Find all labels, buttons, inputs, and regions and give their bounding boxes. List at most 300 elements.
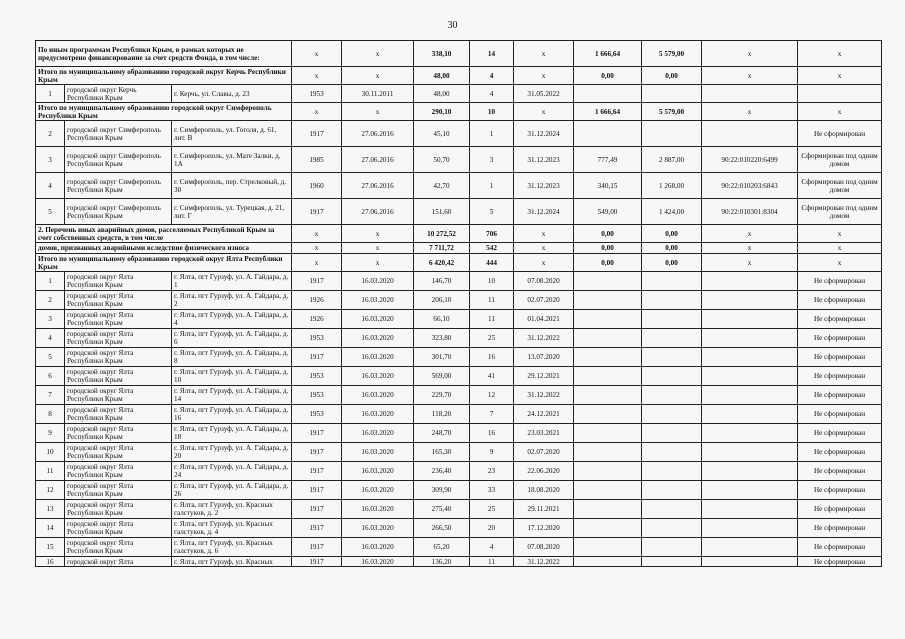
cell-municipality: городской округ Ялта Республики Крым [65, 291, 172, 310]
cell-people: 10 [470, 103, 514, 121]
cell-municipality: городской округ Ялта [65, 557, 172, 567]
cell-land-area [574, 85, 642, 103]
cell-land-cost [642, 538, 702, 557]
cell-land-area: 0,00 [574, 225, 642, 243]
cell-cadastral: x [702, 254, 798, 272]
cell-cadastral: 90:22:010301:8304 [702, 199, 798, 225]
cell-deadline: 31.12.2024 [514, 199, 574, 225]
cell-status: Не сформирован [798, 500, 882, 519]
cell-people: 25 [470, 500, 514, 519]
cell-land-cost [642, 481, 702, 500]
cell-number: 10 [36, 443, 65, 462]
cell-deadline: x [514, 67, 574, 85]
cell-status: Сформирован под одним домом [798, 147, 882, 173]
cell-cadastral [702, 481, 798, 500]
cell-year: x [292, 41, 342, 67]
cell-address: г. Ялта, пгт Гурзуф, ул. Красных [172, 557, 292, 567]
table-row [36, 199, 882, 225]
cell-cadastral: x [702, 67, 798, 85]
cell-people: 14 [470, 41, 514, 67]
table-row [36, 481, 882, 500]
cell-year: 1926 [292, 310, 342, 329]
cell-status: Не сформирован [798, 557, 882, 567]
cell-people: 542 [470, 243, 514, 254]
cell-municipality: городской округ Ялта Республики Крым [65, 405, 172, 424]
cell-address: г. Симферополь, ул. Гоголя, д. 61, лит. В [172, 121, 292, 147]
cell-address: г. Симферополь, ул. Мате Залки, д. 1А [172, 147, 292, 173]
cell-municipality: городской округ Ялта Республики Крым [65, 367, 172, 386]
cell-deadline: 24.12.2021 [514, 405, 574, 424]
cell-land-cost: 1 424,00 [642, 199, 702, 225]
cell-number: 3 [36, 310, 65, 329]
cell-land-area [574, 329, 642, 348]
table-row [36, 557, 882, 567]
cell-people: 11 [470, 557, 514, 567]
cell-municipality: городской округ Ялта Республики Крым [65, 500, 172, 519]
cell-deadline: 01.04.2021 [514, 310, 574, 329]
cell-area: 42,70 [414, 173, 470, 199]
cell-cadastral [702, 348, 798, 367]
cell-land-area [574, 500, 642, 519]
table-row [36, 310, 882, 329]
cell-year: x [292, 243, 342, 254]
cell-date: 27.06.2016 [342, 147, 414, 173]
table-row [36, 85, 882, 103]
cell-address: г. Ялта, пгт Гурзуф, ул. А. Гайдара, д. 1 [172, 272, 292, 291]
cell-address: г. Ялта, пгт Гурзуф, ул. А. Гайдара, д. 20 [172, 443, 292, 462]
cell-number: 11 [36, 462, 65, 481]
cell-land-area: 0,00 [574, 254, 642, 272]
cell-year: 1917 [292, 443, 342, 462]
cell-land-area: 1 666,64 [574, 41, 642, 67]
cell-number: 6 [36, 367, 65, 386]
cell-deadline: 13.07.2020 [514, 348, 574, 367]
cell-area: 151,60 [414, 199, 470, 225]
cell-year: x [292, 225, 342, 243]
cell-area: 7 711,72 [414, 243, 470, 254]
cell-people: 706 [470, 225, 514, 243]
cell-land-cost [642, 121, 702, 147]
cell-land-area [574, 121, 642, 147]
cell-year: 1953 [292, 85, 342, 103]
table-row [36, 291, 882, 310]
cell-number: 2 [36, 121, 65, 147]
cell-address: г. Симферополь, ул. Турецкая, д. 21, лит. Г [172, 199, 292, 225]
cell-year: x [292, 103, 342, 121]
table-row [36, 243, 882, 254]
cell-cadastral: x [702, 41, 798, 67]
cell-cadastral [702, 462, 798, 481]
cell-municipality: городской округ Ялта Республики Крым [65, 424, 172, 443]
cell-status: x [798, 225, 882, 243]
cell-municipality: городской округ Ялта Республики Крым [65, 538, 172, 557]
cell-deadline: 18.08.2020 [514, 481, 574, 500]
cell-address: г. Ялта, пгт Гурзуф, ул. А. Гайдара, д. 10 [172, 367, 292, 386]
cell-date: x [342, 41, 414, 67]
cell-number: 1 [36, 85, 65, 103]
cell-status: Не сформирован [798, 481, 882, 500]
cell-land-area [574, 424, 642, 443]
cell-year: 1917 [292, 538, 342, 557]
cell-year: 1985 [292, 147, 342, 173]
cell-status: Сформирован под одним домом [798, 173, 882, 199]
cell-status: Сформирован под одним домом [798, 199, 882, 225]
cell-area: 66,10 [414, 310, 470, 329]
cell-area: 301,70 [414, 348, 470, 367]
cell-deadline: 31.12.2023 [514, 173, 574, 199]
cell-date: 16.03.2020 [342, 443, 414, 462]
cell-deadline: x [514, 41, 574, 67]
cell-land-area [574, 367, 642, 386]
cell-status: x [798, 67, 882, 85]
cell-year: 1917 [292, 557, 342, 567]
cell-deadline: 31.05.2022 [514, 85, 574, 103]
cell-land-area [574, 462, 642, 481]
cell-address: г. Ялта, пгт Гурзуф, ул. А. Гайдара, д. 24 [172, 462, 292, 481]
cell-area: 48,00 [414, 67, 470, 85]
cell-year: 1960 [292, 173, 342, 199]
cell-cadastral: x [702, 103, 798, 121]
cell-date: 16.03.2020 [342, 272, 414, 291]
group-title: Итого по муниципальному образованию городской округ Керчь Республики Крым [36, 67, 292, 85]
cell-area: 165,30 [414, 443, 470, 462]
cell-land-area [574, 443, 642, 462]
cell-land-area [574, 519, 642, 538]
cell-land-cost: 0,00 [642, 243, 702, 254]
cell-number: 7 [36, 386, 65, 405]
cell-deadline: x [514, 243, 574, 254]
cell-land-cost: 0,00 [642, 225, 702, 243]
cell-date: 16.03.2020 [342, 291, 414, 310]
cell-people: 1 [470, 173, 514, 199]
cell-number: 2 [36, 291, 65, 310]
cell-address: г. Ялта, пгт Гурзуф, ул. А. Гайдара, д. 8 [172, 348, 292, 367]
table-row [36, 225, 882, 243]
cell-number: 8 [36, 405, 65, 424]
cell-people: 10 [470, 272, 514, 291]
cell-land-cost: 0,00 [642, 254, 702, 272]
cell-area: 6 420,42 [414, 254, 470, 272]
cell-municipality: городской округ Ялта Республики Крым [65, 481, 172, 500]
cell-cadastral [702, 405, 798, 424]
cell-year: 1917 [292, 481, 342, 500]
cell-municipality: городской округ Керчь Республики Крым [65, 85, 172, 103]
cell-land-area [574, 272, 642, 291]
cell-deadline: x [514, 254, 574, 272]
table-row [36, 103, 882, 121]
cell-year: 1917 [292, 272, 342, 291]
cell-address: г. Ялта, пгт Гурзуф, ул. А. Гайдара, д. 26 [172, 481, 292, 500]
page-number: 30 [447, 20, 458, 31]
cell-land-area: 1 666,64 [574, 103, 642, 121]
cell-land-cost: 5 579,00 [642, 103, 702, 121]
cell-date: 27.06.2016 [342, 121, 414, 147]
cell-date: x [342, 225, 414, 243]
cell-year: 1953 [292, 367, 342, 386]
cell-status: Не сформирован [798, 367, 882, 386]
cell-land-cost [642, 557, 702, 567]
cell-land-cost: 5 579,00 [642, 41, 702, 67]
cell-cadastral [702, 519, 798, 538]
cell-date: 16.03.2020 [342, 538, 414, 557]
group-title: По иным программам Республики Крым, в рамках которых не предусмотрено финансирование за счет средств Фонда, в том числе: [36, 41, 292, 67]
cell-municipality: городской округ Ялта Республики Крым [65, 519, 172, 538]
cell-area: 146,70 [414, 272, 470, 291]
cell-area: 50,70 [414, 147, 470, 173]
cell-land-area [574, 405, 642, 424]
cell-people: 9 [470, 443, 514, 462]
cell-deadline: 22.06.2020 [514, 462, 574, 481]
cell-number: 14 [36, 519, 65, 538]
cell-year: 1917 [292, 462, 342, 481]
cell-land-area: 777,49 [574, 147, 642, 173]
cell-date: 16.03.2020 [342, 329, 414, 348]
cell-land-cost [642, 272, 702, 291]
cell-year: 1953 [292, 386, 342, 405]
cell-address: г. Симферополь, пер. Стрелковый, д. 30 [172, 173, 292, 199]
cell-address: г. Ялта, пгт Гурзуф, ул. А. Гайдара, д. 6 [172, 329, 292, 348]
cell-cadastral [702, 500, 798, 519]
cell-status: Не сформирован [798, 329, 882, 348]
cell-number: 13 [36, 500, 65, 519]
cell-status: x [798, 103, 882, 121]
cell-land-cost [642, 462, 702, 481]
cell-cadastral [702, 424, 798, 443]
cell-land-cost [642, 443, 702, 462]
cell-date: 16.03.2020 [342, 310, 414, 329]
cell-cadastral [702, 310, 798, 329]
cell-deadline: 29.11.2021 [514, 500, 574, 519]
cell-people: 11 [470, 291, 514, 310]
cell-deadline: 02.07.2020 [514, 443, 574, 462]
cell-status: Не сформирован [798, 121, 882, 147]
cell-status: Не сформирован [798, 462, 882, 481]
cell-deadline: 07.08.2020 [514, 272, 574, 291]
cell-address: г. Ялта, пгт Гурзуф, ул. Красных галстуков, д. 2 [172, 500, 292, 519]
cell-number: 3 [36, 147, 65, 173]
table-row [36, 424, 882, 443]
cell-status: x [798, 243, 882, 254]
cell-area: 229,70 [414, 386, 470, 405]
cell-date: 16.03.2020 [342, 386, 414, 405]
cell-deadline: 31.12.2023 [514, 147, 574, 173]
cell-land-area [574, 557, 642, 567]
cell-status: Не сформирован [798, 348, 882, 367]
cell-land-cost: 1 268,00 [642, 173, 702, 199]
cell-people: 11 [470, 310, 514, 329]
cell-cadastral [702, 557, 798, 567]
cell-date: 16.03.2020 [342, 405, 414, 424]
cell-land-area: 549,00 [574, 199, 642, 225]
cell-date: 16.03.2020 [342, 367, 414, 386]
cell-land-cost [642, 367, 702, 386]
group-title: Итого по муниципальному образованию городской округ Ялта Республики Крым [36, 254, 292, 272]
cell-cadastral: 90:22:010220:6499 [702, 147, 798, 173]
cell-people: 12 [470, 386, 514, 405]
cell-cadastral: x [702, 243, 798, 254]
cell-status: Не сформирован [798, 443, 882, 462]
cell-cadastral [702, 291, 798, 310]
cell-land-cost [642, 500, 702, 519]
cell-date: x [342, 254, 414, 272]
cell-year: 1917 [292, 199, 342, 225]
cell-people: 16 [470, 424, 514, 443]
cell-status: Не сформирован [798, 386, 882, 405]
cell-cadastral: 90:22:010203:6843 [702, 173, 798, 199]
cell-year: 1917 [292, 519, 342, 538]
cell-address: г. Ялта, пгт Гурзуф, ул. А. Гайдара, д. 18 [172, 424, 292, 443]
cell-cadastral [702, 272, 798, 291]
cell-municipality: городской округ Симферополь Республики Крым [65, 173, 172, 199]
cell-people: 3 [470, 147, 514, 173]
cell-status: Не сформирован [798, 424, 882, 443]
cell-area: 136,20 [414, 557, 470, 567]
cell-address: г. Ялта, пгт Гурзуф, ул. Красных галстуков, д. 6 [172, 538, 292, 557]
cell-date: 30.11.2011 [342, 85, 414, 103]
cell-area: 65,20 [414, 538, 470, 557]
table-row [36, 405, 882, 424]
table-row [36, 121, 882, 147]
cell-municipality: городской округ Ялта Республики Крым [65, 348, 172, 367]
cell-land-area [574, 310, 642, 329]
cell-deadline: 31.12.2024 [514, 121, 574, 147]
cell-area: 569,00 [414, 367, 470, 386]
cell-status: Не сформирован [798, 272, 882, 291]
cell-area: 275,40 [414, 500, 470, 519]
cell-people: 25 [470, 329, 514, 348]
cell-land-cost [642, 310, 702, 329]
cell-date: 16.03.2020 [342, 481, 414, 500]
cell-status: x [798, 254, 882, 272]
table-row [36, 367, 882, 386]
cell-land-area [574, 481, 642, 500]
cell-deadline: 31.12.2022 [514, 557, 574, 567]
cell-cadastral [702, 121, 798, 147]
cell-area: 248,70 [414, 424, 470, 443]
cell-area: 290,10 [414, 103, 470, 121]
cell-land-area [574, 386, 642, 405]
cell-deadline: 31.12.2022 [514, 329, 574, 348]
cell-address: г. Ялта, пгт Гурзуф, ул. Красных галстуков, д. 4 [172, 519, 292, 538]
cell-cadastral: x [702, 225, 798, 243]
cell-year: 1917 [292, 424, 342, 443]
cell-land-area [574, 291, 642, 310]
cell-address: г. Ялта, пгт Гурзуф, ул. А. Гайдара, д. 14 [172, 386, 292, 405]
cell-municipality: городской округ Симферополь Республики Крым [65, 147, 172, 173]
cell-municipality: городской округ Симферополь Республики Крым [65, 199, 172, 225]
cell-deadline: 07.08.2020 [514, 538, 574, 557]
cell-deadline: 17.12.2020 [514, 519, 574, 538]
cell-number: 12 [36, 481, 65, 500]
table-row [36, 67, 882, 85]
cell-deadline: 02.07.2020 [514, 291, 574, 310]
cell-cadastral [702, 538, 798, 557]
cell-land-cost [642, 329, 702, 348]
table-row [36, 500, 882, 519]
cell-people: 16 [470, 348, 514, 367]
cell-year: 1953 [292, 405, 342, 424]
cell-area: 118,20 [414, 405, 470, 424]
cell-municipality: городской округ Ялта Республики Крым [65, 329, 172, 348]
cell-people: 4 [470, 85, 514, 103]
group-title: 2. Перечень иных аварийных домов, расселяемых Республикой Крым за счет собственных средств, в том числе [36, 225, 292, 243]
cell-municipality: городской округ Ялта Республики Крым [65, 443, 172, 462]
cell-number: 4 [36, 329, 65, 348]
cell-cadastral [702, 329, 798, 348]
cell-land-cost: 2 887,00 [642, 147, 702, 173]
cell-land-area [574, 538, 642, 557]
cell-people: 4 [470, 538, 514, 557]
cell-people: 1 [470, 121, 514, 147]
cell-municipality: городской округ Ялта Республики Крым [65, 310, 172, 329]
group-title: Итого по муниципальному образованию городской округ Симферополь Республики Крым [36, 103, 292, 121]
cell-year: 1953 [292, 329, 342, 348]
table-row [36, 41, 882, 67]
table-row [36, 386, 882, 405]
cell-status: x [798, 41, 882, 67]
cell-area: 236,40 [414, 462, 470, 481]
cell-address: г. Ялта, пгт Гурзуф, ул. А. Гайдара, д. 2 [172, 291, 292, 310]
cell-people: 41 [470, 367, 514, 386]
cell-cadastral [702, 367, 798, 386]
cell-deadline: 29.12.2021 [514, 367, 574, 386]
cell-date: x [342, 103, 414, 121]
cell-people: 33 [470, 481, 514, 500]
cell-municipality: городской округ Ялта Республики Крым [65, 462, 172, 481]
cell-date: x [342, 243, 414, 254]
cell-date: 16.03.2020 [342, 462, 414, 481]
cell-date: 16.03.2020 [342, 500, 414, 519]
table-row [36, 462, 882, 481]
table-row [36, 173, 882, 199]
table-row [36, 519, 882, 538]
cell-year: 1917 [292, 500, 342, 519]
cell-land-area: 340,15 [574, 173, 642, 199]
cell-land-area: 0,00 [574, 67, 642, 85]
cell-date: 27.06.2016 [342, 199, 414, 225]
cell-cadastral [702, 85, 798, 103]
cell-status: Не сформирован [798, 310, 882, 329]
cell-municipality: городской округ Ялта Республики Крым [65, 386, 172, 405]
group-title: домов, признанных аварийными вследствие физического износа [36, 243, 292, 254]
cell-deadline: x [514, 225, 574, 243]
cell-area: 206,10 [414, 291, 470, 310]
cell-land-cost [642, 291, 702, 310]
cell-people: 5 [470, 199, 514, 225]
cell-year: x [292, 67, 342, 85]
cell-date: 27.06.2016 [342, 173, 414, 199]
cell-land-cost [642, 348, 702, 367]
table-row [36, 254, 882, 272]
cell-land-area [574, 348, 642, 367]
cell-area: 10 272,52 [414, 225, 470, 243]
cell-land-cost: 0,00 [642, 67, 702, 85]
cell-land-cost [642, 519, 702, 538]
cell-date: 16.03.2020 [342, 557, 414, 567]
cell-year: 1926 [292, 291, 342, 310]
cell-year: 1917 [292, 348, 342, 367]
cell-date: 16.03.2020 [342, 424, 414, 443]
cell-area: 309,90 [414, 481, 470, 500]
cell-status: Не сформирован [798, 291, 882, 310]
cell-number: 1 [36, 272, 65, 291]
cell-address: г. Ялта, пгт Гурзуф, ул. А. Гайдара, д. 4 [172, 310, 292, 329]
cell-people: 20 [470, 519, 514, 538]
cell-people: 4 [470, 67, 514, 85]
cell-area: 323,80 [414, 329, 470, 348]
cell-land-cost [642, 386, 702, 405]
cell-status: Не сформирован [798, 538, 882, 557]
